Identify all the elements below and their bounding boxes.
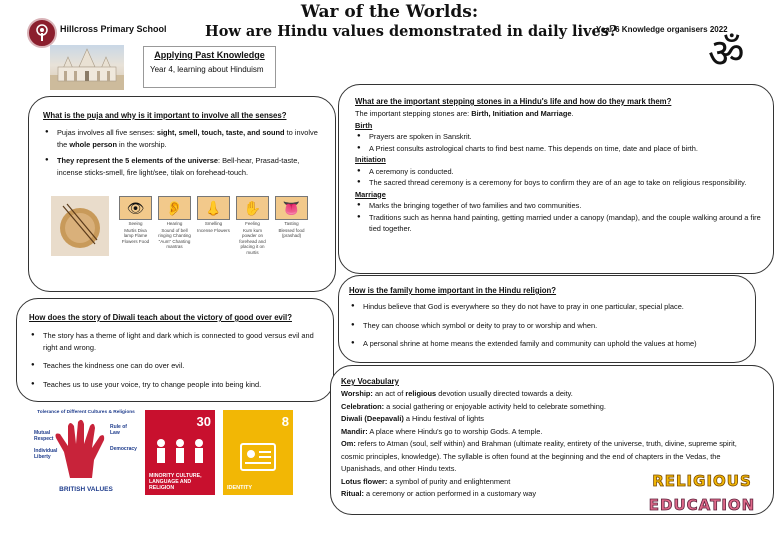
senses-chart — [119, 196, 308, 256]
religious-education-logo: RELIGIOUS EDUCATION — [648, 472, 756, 514]
british-values-caption: BRITISH VALUES — [59, 486, 113, 493]
stepping-intro: The important stepping stones are: Birth, Initiation and Marriage. — [355, 109, 574, 118]
family-home-item-3: ● A personal shrine at home means the extended family and community can uphold the values at home) — [349, 338, 747, 350]
vocab-mandir: Mandir: A place where Hindu's go to worship Gods. A temple. — [341, 426, 543, 436]
tile-minority-culture: 30 MINORITY CULTURE, LANGUAGE AND RELIGION — [145, 410, 215, 495]
school-logo — [27, 18, 57, 48]
ear-icon: 👂 — [158, 196, 191, 220]
sense-tasting: 👅 Tasting Blessed food (prashad) — [275, 196, 308, 256]
marriage-item-1: ● Marks the bringing together of two families and two communities. — [355, 200, 761, 212]
marriage-title: Marriage — [355, 189, 386, 199]
family-home-heading: How is the family home important in the Hindu religion? — [349, 286, 557, 295]
vocab-celebration: Celebration: a social gathering or enjoyable activity held to celebrate something. — [341, 401, 606, 411]
school-name: Hillcross Primary School — [60, 24, 167, 34]
people-icon — [149, 437, 211, 465]
vocab-worship: Worship: an act of religious devotion usually directed towards a deity. — [341, 389, 573, 398]
hand-icon: ✋ — [236, 196, 269, 220]
family-home-panel — [338, 275, 756, 363]
diwali-item-1: ● The story has a theme of light and dark which is connected to good versus evil and right and wrong. — [29, 330, 323, 353]
sense-smelling: 👃 Smelling Incense Flowers — [197, 196, 230, 256]
sense-hearing: 👂 Hearing Sound of bell ringing Chanting "Aum" Chanting mantras — [158, 196, 191, 256]
family-home-item-1: ● Hindus believe that God is everywhere so they do not have to pray in one particular, special place. — [349, 301, 747, 313]
puja-bullet-2: ● They represent the 5 elements of the universe: Bell-hear, Prasad-taste, incense sticks-smell, fire light/see, tilak on forehead-touch. — [43, 155, 323, 178]
diwali-panel — [16, 298, 334, 402]
diwali-item-3: ● Teaches us to use your voice, try to change people into being kind. — [29, 379, 323, 391]
tree-icon — [31, 22, 53, 44]
page-question: How are Hindu values demonstrated in daily lives? — [205, 23, 618, 40]
puja-panel — [28, 96, 336, 292]
nose-icon: 👃 — [197, 196, 230, 220]
temple-image — [50, 45, 124, 90]
initiation-title: Initiation — [355, 155, 386, 164]
past-knowledge-box — [143, 46, 276, 88]
stepping-heading: What are the important stepping stones in a Hindu's life and how do they mark them? — [355, 97, 672, 106]
british-values-title: Tolerance of Different Cultures & Religions — [37, 410, 135, 415]
page-title: War of the Worlds: — [300, 2, 479, 22]
sense-seeing: 👁 Seeing Murtis Diva lamp Flame Flowers Food — [119, 196, 152, 256]
vocab-om: Om: refers to Atman (soul, self within) and Brahman (ultimate reality, entirety of the universe, truth, divine, supreme spirit, cosmic principles, knowledge). The syllable is often found at the beginning and the end of chapters in the Vedas, the Upanishads, and other Hindu texts. — [341, 439, 737, 473]
tile-identity: 8 IDENTITY — [223, 410, 293, 495]
family-home-item-2: ● They can choose which symbol or deity to pray to or worship and when. — [349, 320, 747, 332]
british-values-image: Tolerance of Different Cultures & Religions Mutual Respect Rule of Law Individual Liberty Democracy BRITISH VALUES — [34, 410, 137, 493]
initiation-item-2: ● The sacred thread ceremony is a ceremony for boys to confirm they are of an age to take on religious responsibility. — [355, 177, 761, 189]
stepping-stones-panel — [338, 84, 774, 274]
vocab-ritual: Ritual: a ceremony or action performed in a customary way — [341, 489, 537, 498]
past-knowledge-subtitle: Year 4, learning about Hinduism — [150, 65, 264, 74]
organiser-label: Year 6 Knowledge organisers 2022 — [596, 25, 728, 34]
mouth-icon: 👅 — [275, 196, 308, 220]
sense-feeling: ✋ Feeling Kum kum powder on forehead and placing it on murtis — [236, 196, 269, 256]
past-knowledge-title: Applying Past Knowledge — [154, 50, 265, 60]
puja-heading: What is the puja and why is it important to involve all the senses? — [43, 111, 287, 120]
marriage-item-2: ● Traditions such as henna hand painting, getting married under a canopy (mandap), and the couple walking around a fire tied together. — [355, 212, 761, 235]
vocab-lotus: Lotus flower: a symbol of purity and enlightenment — [341, 476, 511, 486]
id-card-icon — [227, 442, 289, 472]
puja-photo — [51, 196, 109, 256]
diwali-heading: How does the story of Diwali teach about the victory of good over evil? — [29, 313, 292, 322]
birth-item-2: ● A Priest consults astrological charts to find best name. This depends on time, date and place of birth. — [355, 143, 761, 155]
birth-title: Birth — [355, 120, 373, 130]
puja-bullet-1: ● Pujas involves all five senses: sight, smell, touch, taste, and sound to involve the whole person in the worship. — [43, 127, 323, 150]
diwali-item-2: ● Teaches the kindness one can do over evil. — [29, 360, 323, 372]
om-icon: ॐ — [708, 32, 745, 76]
vocab-diwali: Diwali (Deepavali) a Hindu festival of lights — [341, 414, 484, 423]
initiation-item-1: ● A ceremony is conducted. — [355, 166, 761, 178]
vocabulary-heading: Key Vocabulary — [341, 377, 399, 386]
birth-item-1: ● Prayers are spoken in Sanskrit. — [355, 131, 761, 143]
eye-icon: 👁 — [119, 196, 152, 220]
